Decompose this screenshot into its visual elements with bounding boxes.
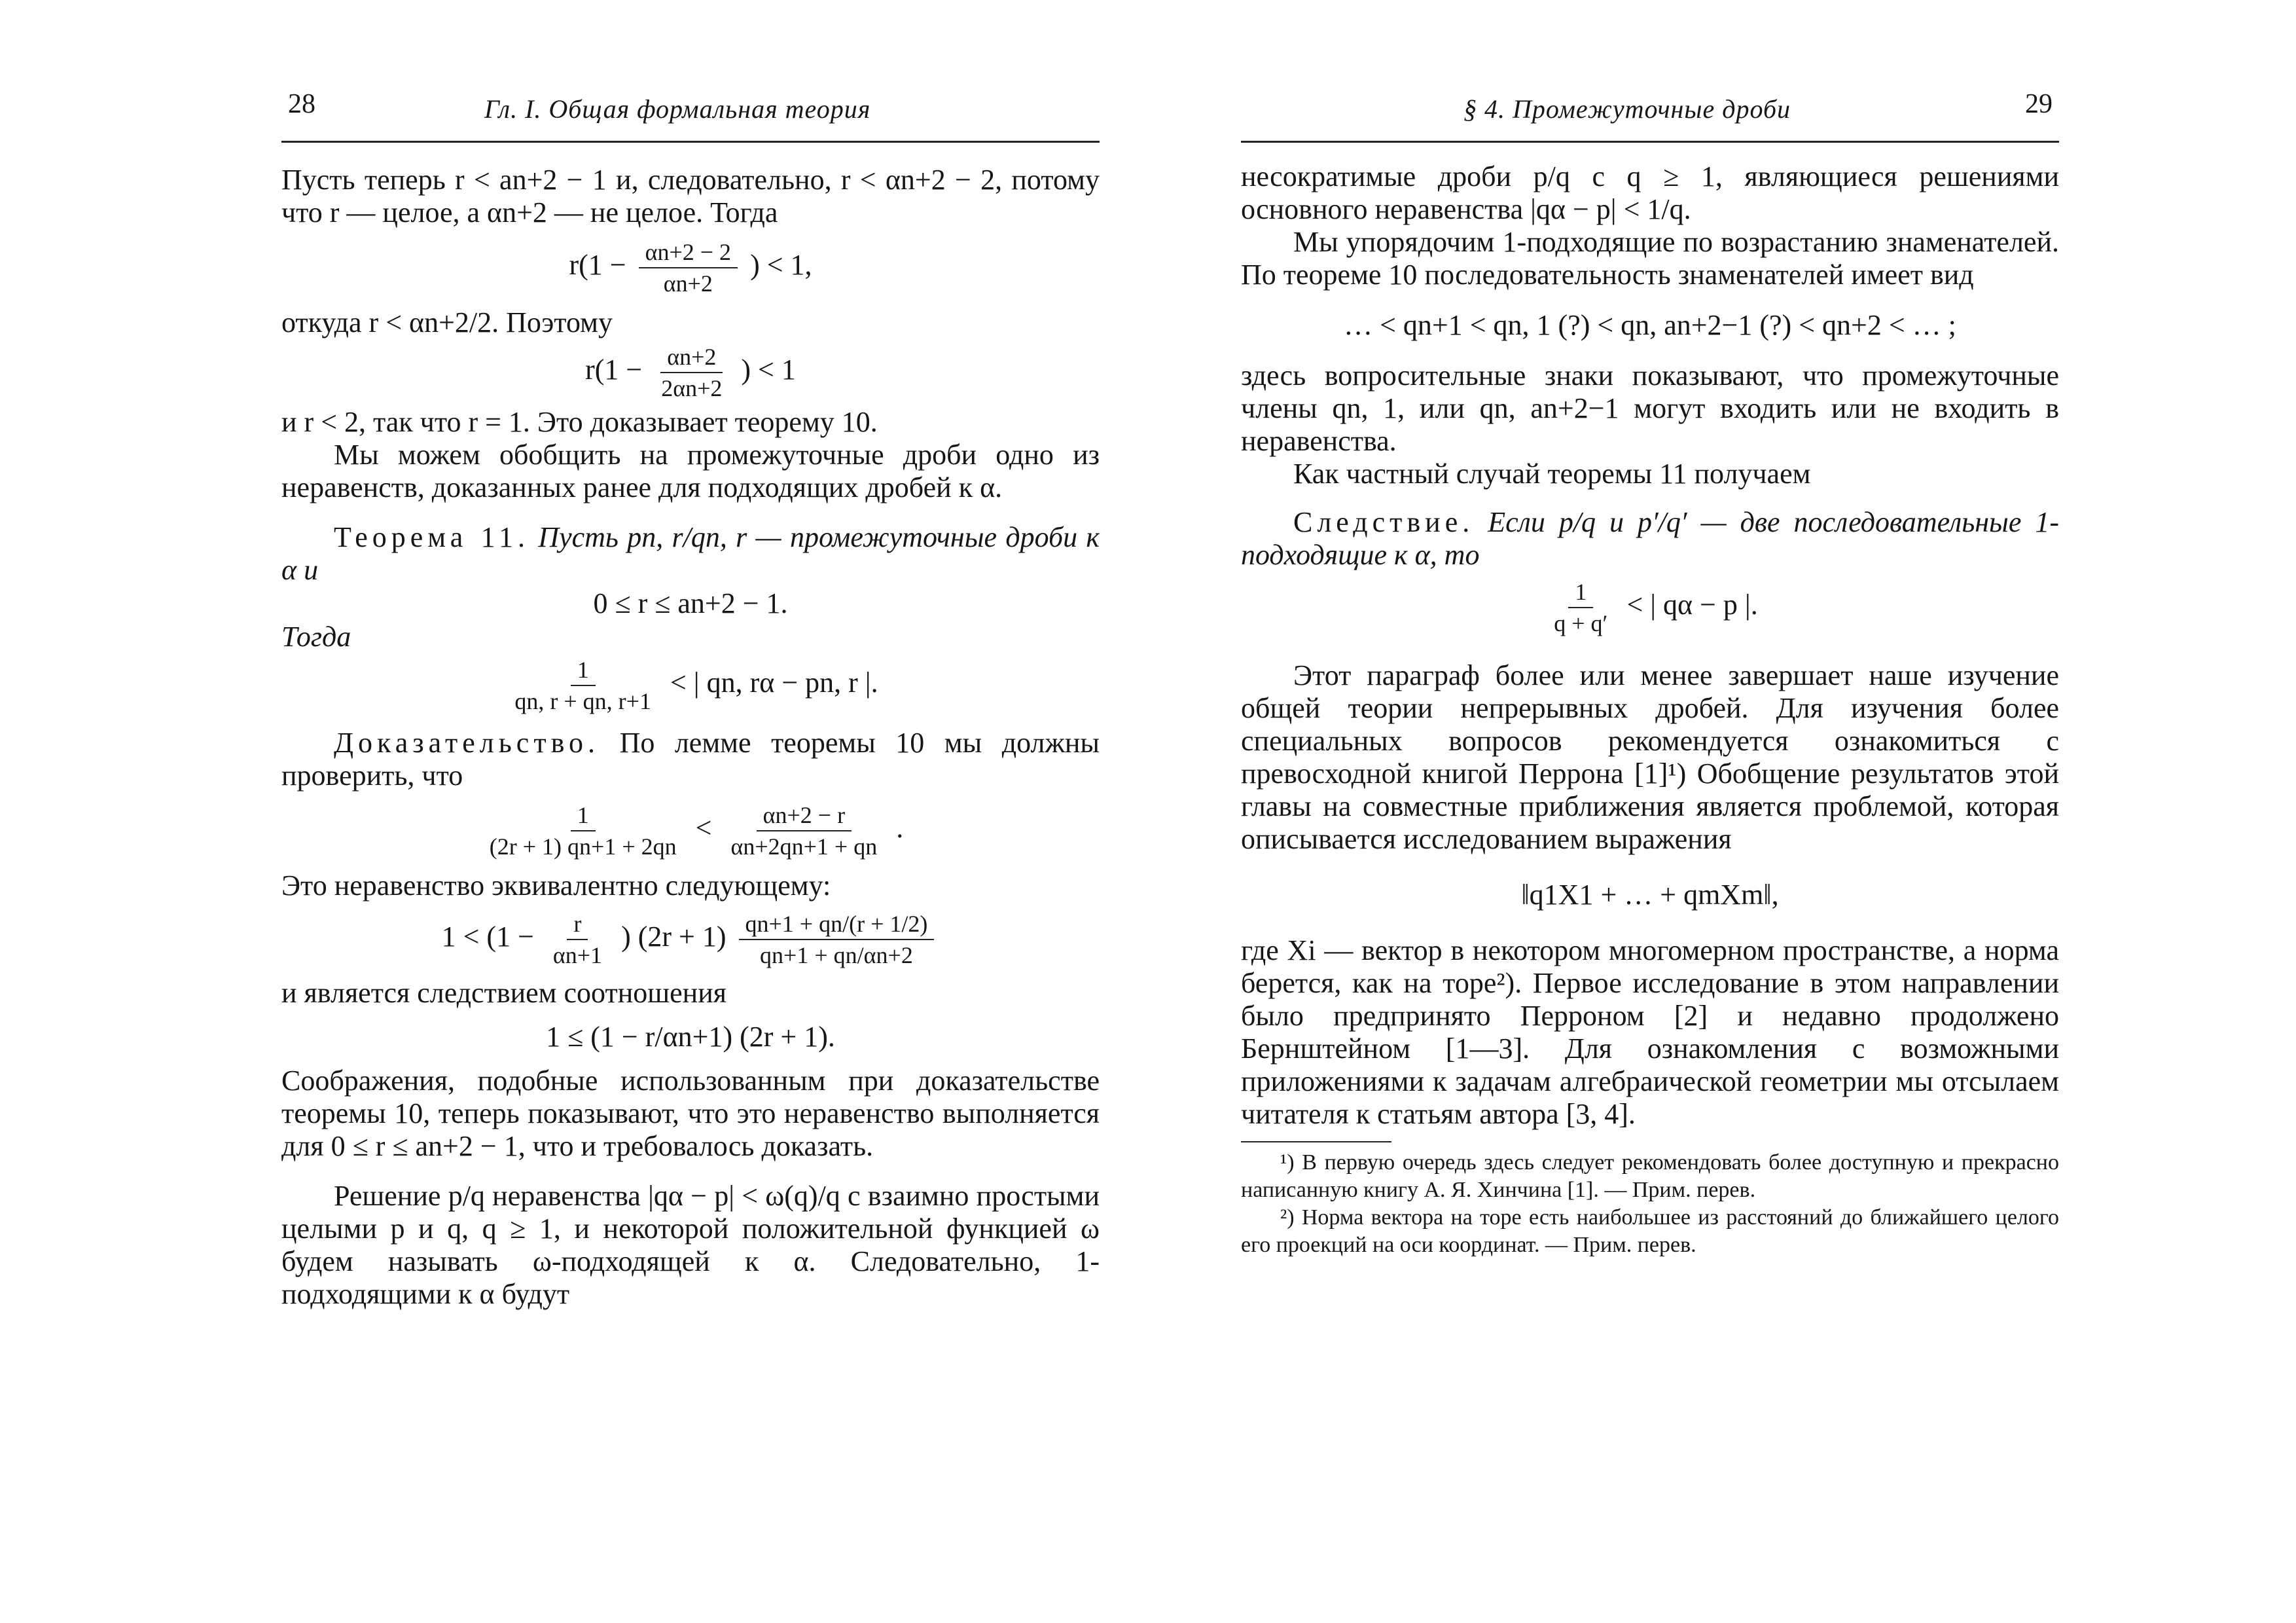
theorem-label: Теорема 11. [334,521,529,553]
formula-sequence: … < qn+1 < qn, 1 (?) < qn, an+2−1 (?) < qn+2 < … ; [1344,309,1956,341]
formula-norm: ‖q1X1 + … + qmXm‖, [1521,879,1779,911]
theorem-11 [281,521,1100,587]
formula-4: $\frac{1}{qn, r + qn, r+1}$ < | qn, rα − pn, r |. [514,657,878,714]
corollary-text: Если p/q и p′/q′ — две последовательные 1-подходящие к α, то [1241,506,2060,571]
formula-2: r(1 − $\frac{\alpha n+2}{2\alpha n+2}$ ) < 1 [585,344,796,401]
paragraph: и является следствием соотношения [281,977,726,1009]
paragraph: и r < 2, так что r = 1. Это доказывает теорему 10. [281,406,878,438]
right-text-column [1241,160,2059,1259]
proof: Доказательство. По лемме теоремы 10 мы должны проверить, что [281,727,1100,792]
left-page-header [281,82,1100,143]
corollary [1241,506,2059,572]
paragraph: Это неравенство эквивалентно следующему: [281,869,831,902]
paragraph: несократимые дроби p/q с q ≥ 1, являющиеся решениями основного неравенства |qα − p| < 1/q. [1241,160,2059,225]
theorem-text: Пусть pn, r/qn, r — промежуточные дроби к α и [281,521,1100,586]
paragraph: откуда r < αn+2/2. Поэтому [281,306,613,338]
running-head: Гл. I. Общая формальная теория [484,94,871,124]
right-page-header [1241,82,2059,143]
running-head: § 4. Промежуточные дроби [1463,94,1791,124]
then-label: Тогда [281,621,351,653]
footnote-1: ¹) В первую очередь здесь следует рекомендовать более доступную и прекрасно написанную книгу А. Я. Хинчина [1]. — Прим. перев. [1241,1150,2059,1202]
paragraph: Мы упорядочим 1-подходящие по возрастанию знаменателей. По теореме 10 последовательность знаменателей имеет вид [1241,226,2059,291]
formula-3: 0 ≤ r ≤ an+2 − 1. [593,587,788,619]
paragraph: Мы можем обобщить на промежуточные дроби одно из неравенств, доказанных ранее для подходящих дробей к α. [281,439,1100,503]
page-number: 28 [288,89,315,119]
formula-1: r(1 − $\frac{\alpha n+2 - 2}{\alpha n+2}$ ) < 1, [569,239,812,297]
paragraph: Этот параграф более или менее завершает наше изучение общей теории непрерывных дробей. Для изучения более специальных вопросов рекомендуется ознакомиться с превосходной книгой Перрона [1]¹) Обобщение результатов этой главы на совместные приближения является проблемой, которая описывается исследованием выражения [1241,659,2059,855]
paragraph: здесь вопросительные знаки показывают, что промежуточные члены qn, 1, или qn, an+2−1 могут входить или не входить в неравенства. [1241,359,2059,457]
paragraph: Пусть теперь r < an+2 − 1 и, следовательно, r < αn+2 − 2, потому что r — целое, а αn+2 — не целое. Тогда [281,164,1100,228]
proof-label: Доказательство. [334,727,600,759]
formula-6: 1 < (1 − $\frac{r}{\alpha n+1}$ ) (2r + 1) $\frac{qn+1 + qn/(r + 1/2)}{qn+1 + qn/\alpha n+2}$ [281,910,1100,969]
formula-7: 1 ≤ (1 − r/αn+1) (2r + 1). [546,1021,835,1053]
page-number: 29 [2025,89,2053,119]
footnote-2: ²) Норма вектора на торе есть наибольшее из расстояний до ближайшего целого его проекций на оси координат. — Прим. перев. [1241,1205,2059,1257]
paragraph: Соображения, подобные использованным при доказательстве теоремы 10, теперь показывают, что это неравенство выполняется для 0 ≤ r ≤ an+2 − 1, что и требовалось доказать. [281,1065,1100,1162]
paragraph: где Xi — вектор в некотором многомерном пространстве, а норма берется, как на торе²). Первое исследование в этом направлении было предпринято Перроном [2] и недавно продолжено Бернштейном [1—3]. Для ознакомления с возможными приложениями к задачам алгебраической геометрии мы отсылаем читателя к статьям автора [3, 4]. [1241,934,2059,1130]
formula-corollary: $\frac{1}{q + q'}$ < | qα − p |. [1554,579,1758,636]
footnote-divider [1241,1141,1391,1142]
formula-5: $\frac{1}{(2r + 1) qn+1 + 2qn}$ < $\frac{\alpha n+2 - r}{\alpha n+2qn+1 + qn}$ . [489,802,904,860]
corollary-label: Следствие. [1293,506,1475,538]
right-page [1148,0,2296,1623]
left-text-column [281,164,1100,1311]
paragraph: Решение p/q неравенства |qα − p| < ω(q)/q с взаимно простыми целыми p и q, q ≥ 1, и некоторой положительной функцией ω будем называть ω-подходящей к α. Следовательно, 1-подходящими к α будут [281,1180,1100,1310]
paragraph: Как частный случай теоремы 11 получаем [1293,458,1811,490]
